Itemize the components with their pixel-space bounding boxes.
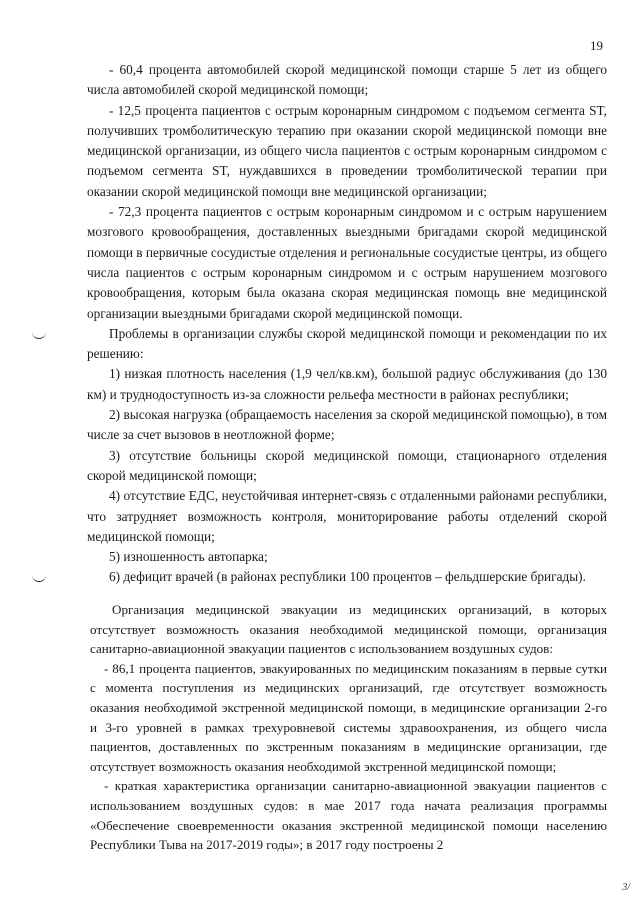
section-medical-evacuation: [90, 600, 607, 855]
margin-tick-mark: [32, 330, 46, 339]
paragraph: Проблемы в организации службы скорой медицинской помощи и рекомендации по их решению:: [87, 325, 607, 362]
paragraph: - краткая характеристика организации санитарно-авиационной эвакуации пациентов с использованием воздушных судов: в мае 2017 года начата реализация программы «Обеспечение своевременности оказания экстренной медицинской помощи населению Республики Тыва на 2017-2019 годы»; в 2017 году построены 2: [90, 778, 607, 853]
page-number: 19: [590, 38, 603, 53]
margin-tick-mark: [32, 573, 46, 582]
paragraph: - 86,1 процента пациентов, эвакуированных по медицинским показаниям в первые сутки с момента поступления из медицинских организаций, где отсутствует возможность оказания необходимой экстренной медицинской помощи, в медицинские организации 2-го и 3-го уровней в рамках трехуровневой системы здравоохранения, из общего числа пациентов, доставленных по экстренным показаниям в медицинские организации, где отсутствует возможность оказания необходимой экстренной медицинской помощи;: [90, 660, 607, 774]
paragraph: 6) дефицит врачей (в районах республики 100 процентов – фельдшерские бригады).: [109, 569, 586, 585]
paragraph: Организация медицинской эвакуации из медицинских организаций, в которых отсутствует возможность оказания необходимой медицинской помощи, организация санитарно-авиационной эвакуации пациентов с использованием воздушных судов:: [90, 602, 607, 657]
paragraph: 2) высокая нагрузка (обращаемость населения за скорой медицинской помощью), в том числе за счет вызовов в неотложной форме;: [87, 407, 607, 443]
corner-handwritten-mark: 3/: [622, 882, 630, 893]
paragraph: 4) отсутствие ЕДС, неустойчивая интернет-связь с отдаленными районами республики, что затрудняет возможность контроля, мониторирование работы отделений скорой медицинской помощи;: [87, 488, 607, 544]
paragraph: 5) изношенность автопарка;: [109, 549, 268, 565]
paragraph: 3) отсутствие больницы скорой медицинской помощи, стационарного отделения скорой медицинской помощи;: [87, 447, 607, 483]
paragraph: - 72,3 процента пациентов с острым коронарным синдромом и с острым нарушением мозгового кровообращения, доставленных выездными бригадами скорой медицинской помощи в первичные сосудистые отделения и региональные сосудистые центры, из общего числа пациентов с острым коронарным синдромом и с острым нарушением мозгового кровообращения, которым была оказана скорая медицинская помощь вне медицинской организации выездными бригадами скорой медицинской помощи.: [87, 204, 607, 321]
paragraph: 1) низкая плотность населения (1,9 чел/кв.км), большой радиус обслуживания (до 130 км) и труднодоступность из-за сложности рельефа местности в районах республики;: [87, 366, 607, 402]
paragraph: - 60,4 процента автомобилей скорой медицинской помощи старше 5 лет из общего числа автомобилей скорой медицинской помощи;: [87, 62, 607, 98]
paragraph: - 12,5 процента пациентов с острым коронарным синдромом с подъемом сегмента ST, получивших тромболитическую терапию при оказании скорой медицинской помощи вне медицинской организации, из общего числа пациентов с острым коронарным синдромом с подъемом сегмента ST, нуждавшихся в проведении тромболитической терапии при оказании скорой медицинской помощи вне медицинской организации;: [87, 102, 607, 199]
section-ambulance-indicators: [87, 60, 607, 588]
